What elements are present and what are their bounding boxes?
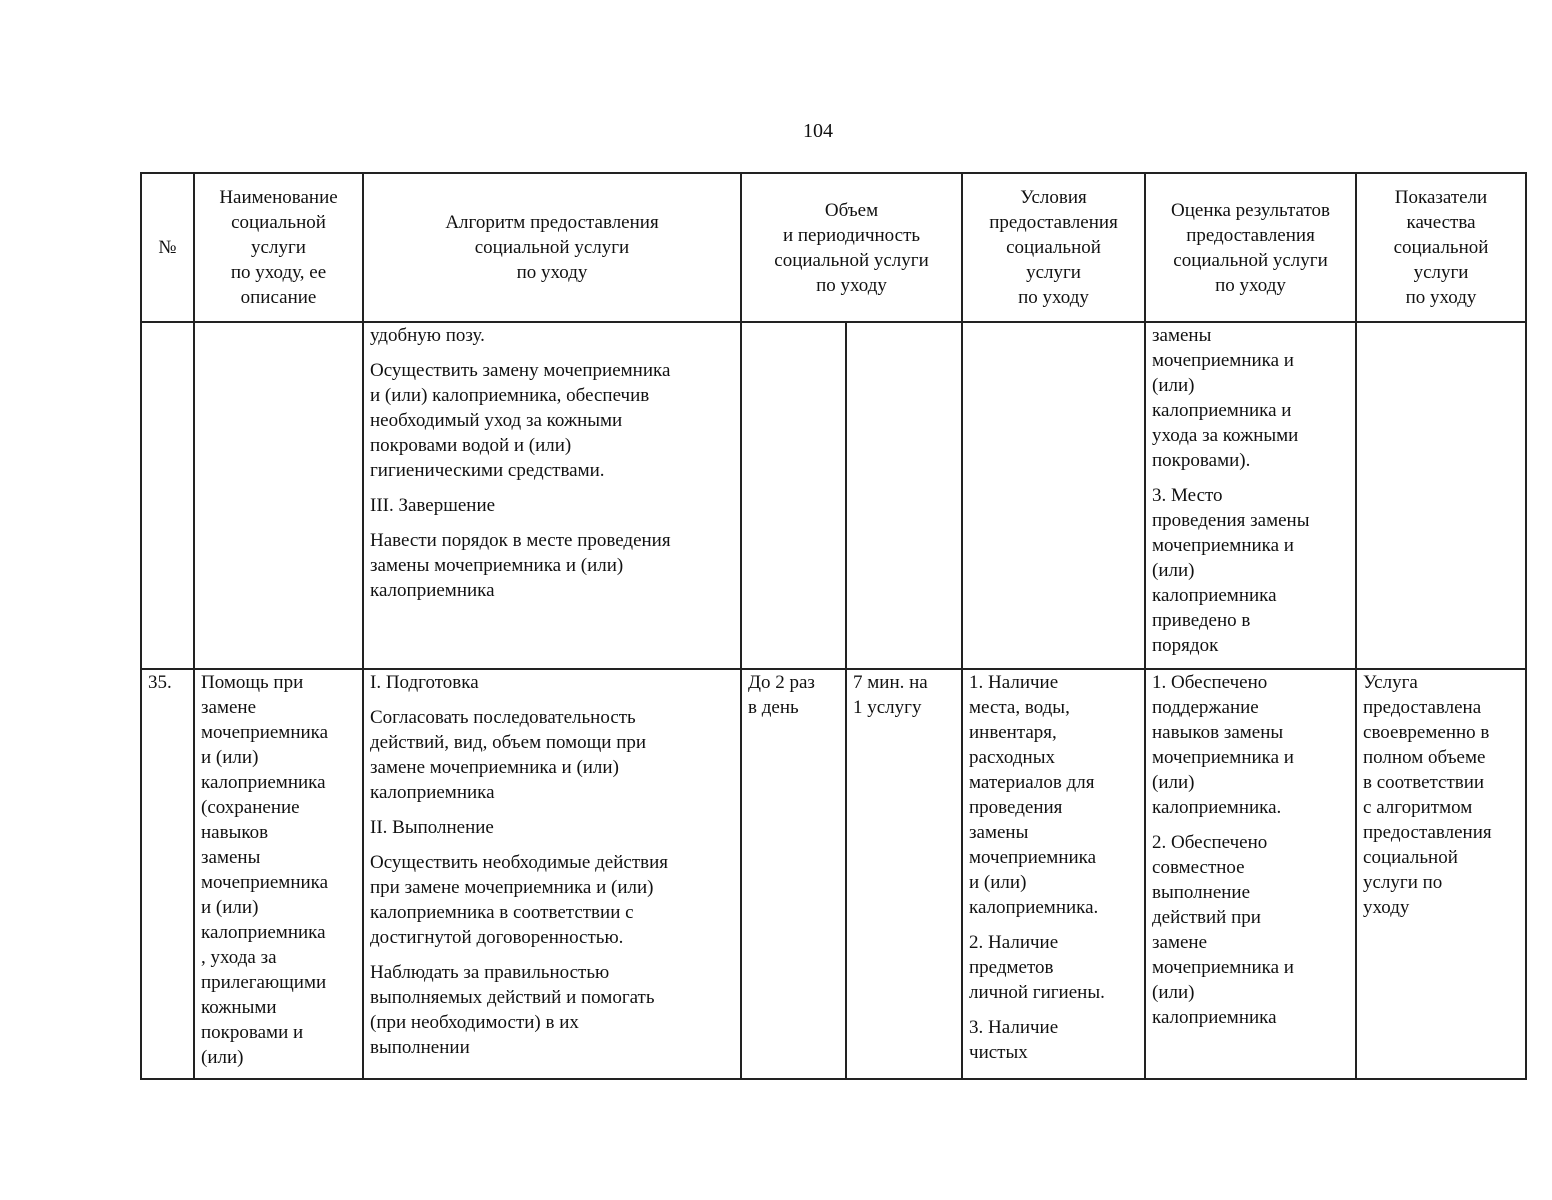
conditions-text: 1. Наличие места, воды, инвентаря, расходных материалов для проведения замены мочеприемника и (или) калоприемника. (969, 672, 1099, 918)
evaluation-text: 1. Обеспечено поддержание навыков замены мочеприемника и (или) калоприемника. (1152, 672, 1294, 818)
conditions-text: 2. Наличие предметов личной гигиены. (969, 932, 1105, 1003)
algorithm-section-title: III. Завершение (370, 495, 496, 516)
table-row-35 (141, 669, 1526, 1079)
algorithm-text: Осуществить необходимые действия при замене мочеприемника и (или) калоприемника в соответствии с достигнутой договоренностью. (370, 852, 668, 948)
cell-periodicity: 7 мин. на 1 услугу (846, 669, 962, 1079)
quality-text: Услуга предоставлена своевременно в полном объеме в соответствии с алгоритмом предоставления социальной услуги по уходу (1363, 672, 1492, 918)
algorithm-section-title: II. Выполнение (370, 817, 494, 838)
cell-volume: До 2 раз в день (741, 669, 846, 1079)
header-volume: Объем и периодичность социальной услуги по уходу (741, 173, 962, 322)
header-num: № (141, 173, 194, 322)
algorithm-text: удобную позу. (370, 325, 485, 346)
cell-num: 35. (141, 669, 194, 1079)
header-name: Наименование социальной услуги по уходу, ее описание (194, 173, 363, 322)
cell-quality (1356, 322, 1526, 669)
evaluation-text: 2. Обеспечено совместное выполнение действий при замене мочеприемника и (или) калоприемника (1152, 832, 1294, 1028)
conditions-text: 3. Наличие чистых (969, 1017, 1059, 1063)
algorithm-text: Навести порядок в месте проведения замены мочеприемника и (или) калоприемника (370, 530, 671, 601)
header-quality: Показатели качества социальной услуги по уходу (1356, 173, 1526, 322)
cell-algorithm (363, 322, 741, 669)
cell-evaluation (1145, 322, 1356, 669)
header-algorithm: Алгоритм предоставления социальной услуги по уходу (363, 173, 741, 322)
page-number: 104 (803, 120, 833, 142)
header-conditions: Условия предоставления социальной услуги по уходу (962, 173, 1145, 322)
cell-conditions (962, 322, 1145, 669)
cell-algorithm (363, 669, 741, 1079)
algorithm-text: Осуществить замену мочеприемника и (или) калоприемника, обеспечив необходимый уход за кожными покровами водой и (или) гигиеническими средствами. (370, 360, 671, 481)
services-table (140, 172, 1527, 1080)
cell-name (194, 669, 363, 1079)
table-row-continuation (141, 322, 1526, 669)
algorithm-text: Согласовать последовательность действий, вид, объем помощи при замене мочеприемника и (или) калоприемника (370, 707, 647, 803)
cell-volume (741, 322, 846, 669)
evaluation-text: замены мочеприемника и (или) калоприемника и ухода за кожными покровами). (1152, 325, 1299, 471)
cell-conditions (962, 669, 1145, 1079)
algorithm-text: Наблюдать за правильностью выполняемых действий и помогать (при необходимости) в их выполнении (370, 962, 655, 1058)
cell-num (141, 322, 194, 669)
algorithm-section-title: I. Подготовка (370, 672, 479, 693)
cell-quality (1356, 669, 1526, 1079)
table-header-row (141, 173, 1526, 322)
header-evaluation: Оценка результатов предоставления социальной услуги по уходу (1145, 173, 1356, 322)
service-name: Помощь при замене мочеприемника и (или) калоприемника (сохранение навыков замены мочеприемника и (или) калоприемника , ухода за прилегающими кожными покровами и (или) (201, 672, 329, 1068)
cell-periodicity (846, 322, 962, 669)
cell-name (194, 322, 363, 669)
cell-evaluation (1145, 669, 1356, 1079)
evaluation-text: 3. Место проведения замены мочеприемника и (или) калоприемника приведено в порядок (1152, 485, 1310, 656)
